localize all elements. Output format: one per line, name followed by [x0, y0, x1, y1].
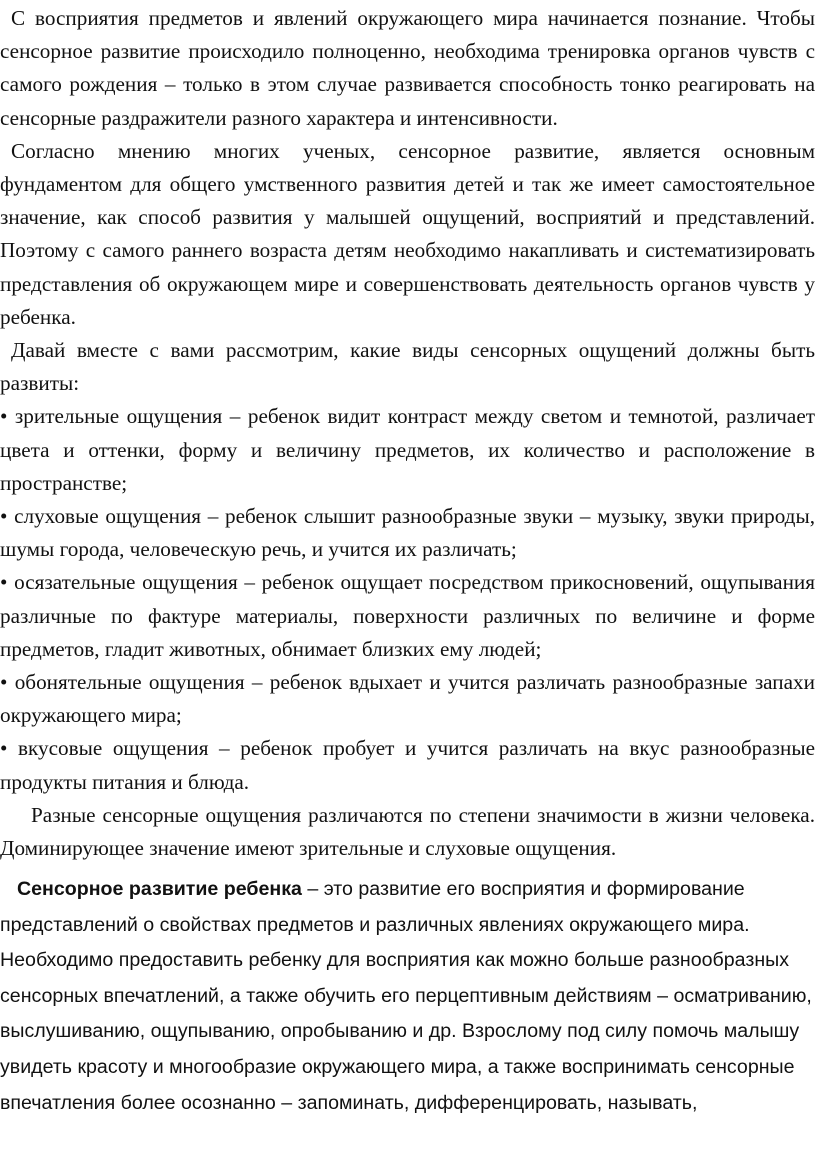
- definition-block: [0, 872, 812, 1121]
- definition-term: Сенсорное развитие ребенка: [17, 878, 302, 900]
- list-item-tactile: • осязательные ощущения – ребенок ощущает посредством прикосновений, ощупывания различные по фактуре материалы, поверхности различных по величине и форме предметов, гладит животных, обнимает близких ему людей;: [0, 570, 815, 661]
- paragraph-closing: Разные сенсорные ощущения различаются по степени значимости в жизни человека. Доминирующее значение имеют зрительные и слуховые ощущения.: [0, 802, 815, 861]
- list-item-visual: • зрительные ощущения – ребенок видит контраст между светом и темнотой, различает цвета и оттенки, форму и величину предметов, их количество и расположение в пространстве;: [0, 404, 815, 495]
- definition-paragraph: [0, 872, 812, 1121]
- paragraph-types-lead: Давай вместе с вами рассмотрим, какие виды сенсорных ощущений должны быть развиты:: [0, 338, 815, 396]
- definition-text: – это развитие его восприятия и формирование представлений о свойствах предметов и различных явлениях окружающего мира. Необходимо предоставить ребенку для восприятия как можно больше разнообразных сенсорных впечатлений, а также обучить его перцептивным действиям – осматриванию, выслушиванию, ощупыванию, опробыванию и др. Взрослому под силу помочь малышу увидеть красоту и многообразие окружающего мира, а также воспринимать сенсорные впечатления более осознанно – запоминать, дифференцировать, называть,: [0, 878, 812, 1114]
- list-item-gustatory: • вкусовые ощущения – ребенок пробует и учится различать на вкус разнообразные продукты питания и блюда.: [0, 736, 815, 794]
- paragraph-scientists: Согласно мнению многих ученых, сенсорное развитие, является основным фундаментом для общего умственного развития детей и так же имеет самостоятельное значение, как способ развития у малышей ощущений, восприятий и представлений. Поэтому с самого раннего возраста детям необходимо накапливать и систематизировать представления об окружающем мире и совершенствовать деятельность органов чувств у ребенка.: [0, 138, 815, 329]
- list-item-auditory: • слуховые ощущения – ребенок слышит разнообразные звуки – музыку, звуки природы, шумы города, человеческую речь, и учится их различать;: [0, 504, 815, 562]
- document-body: [0, 2, 815, 865]
- paragraph-intro: С восприятия предметов и явлений окружающего мира начинается познание. Чтобы сенсорное развитие происходило полноценно, необходима тренировка органов чувств с самого рождения – только в этом случае развивается способность тонко реагировать на сенсорные раздражители разного характера и интенсивности.: [0, 6, 815, 130]
- list-item-olfactory: • обонятельные ощущения – ребенок вдыхает и учится различать разнообразные запахи окружающего мира;: [0, 670, 815, 728]
